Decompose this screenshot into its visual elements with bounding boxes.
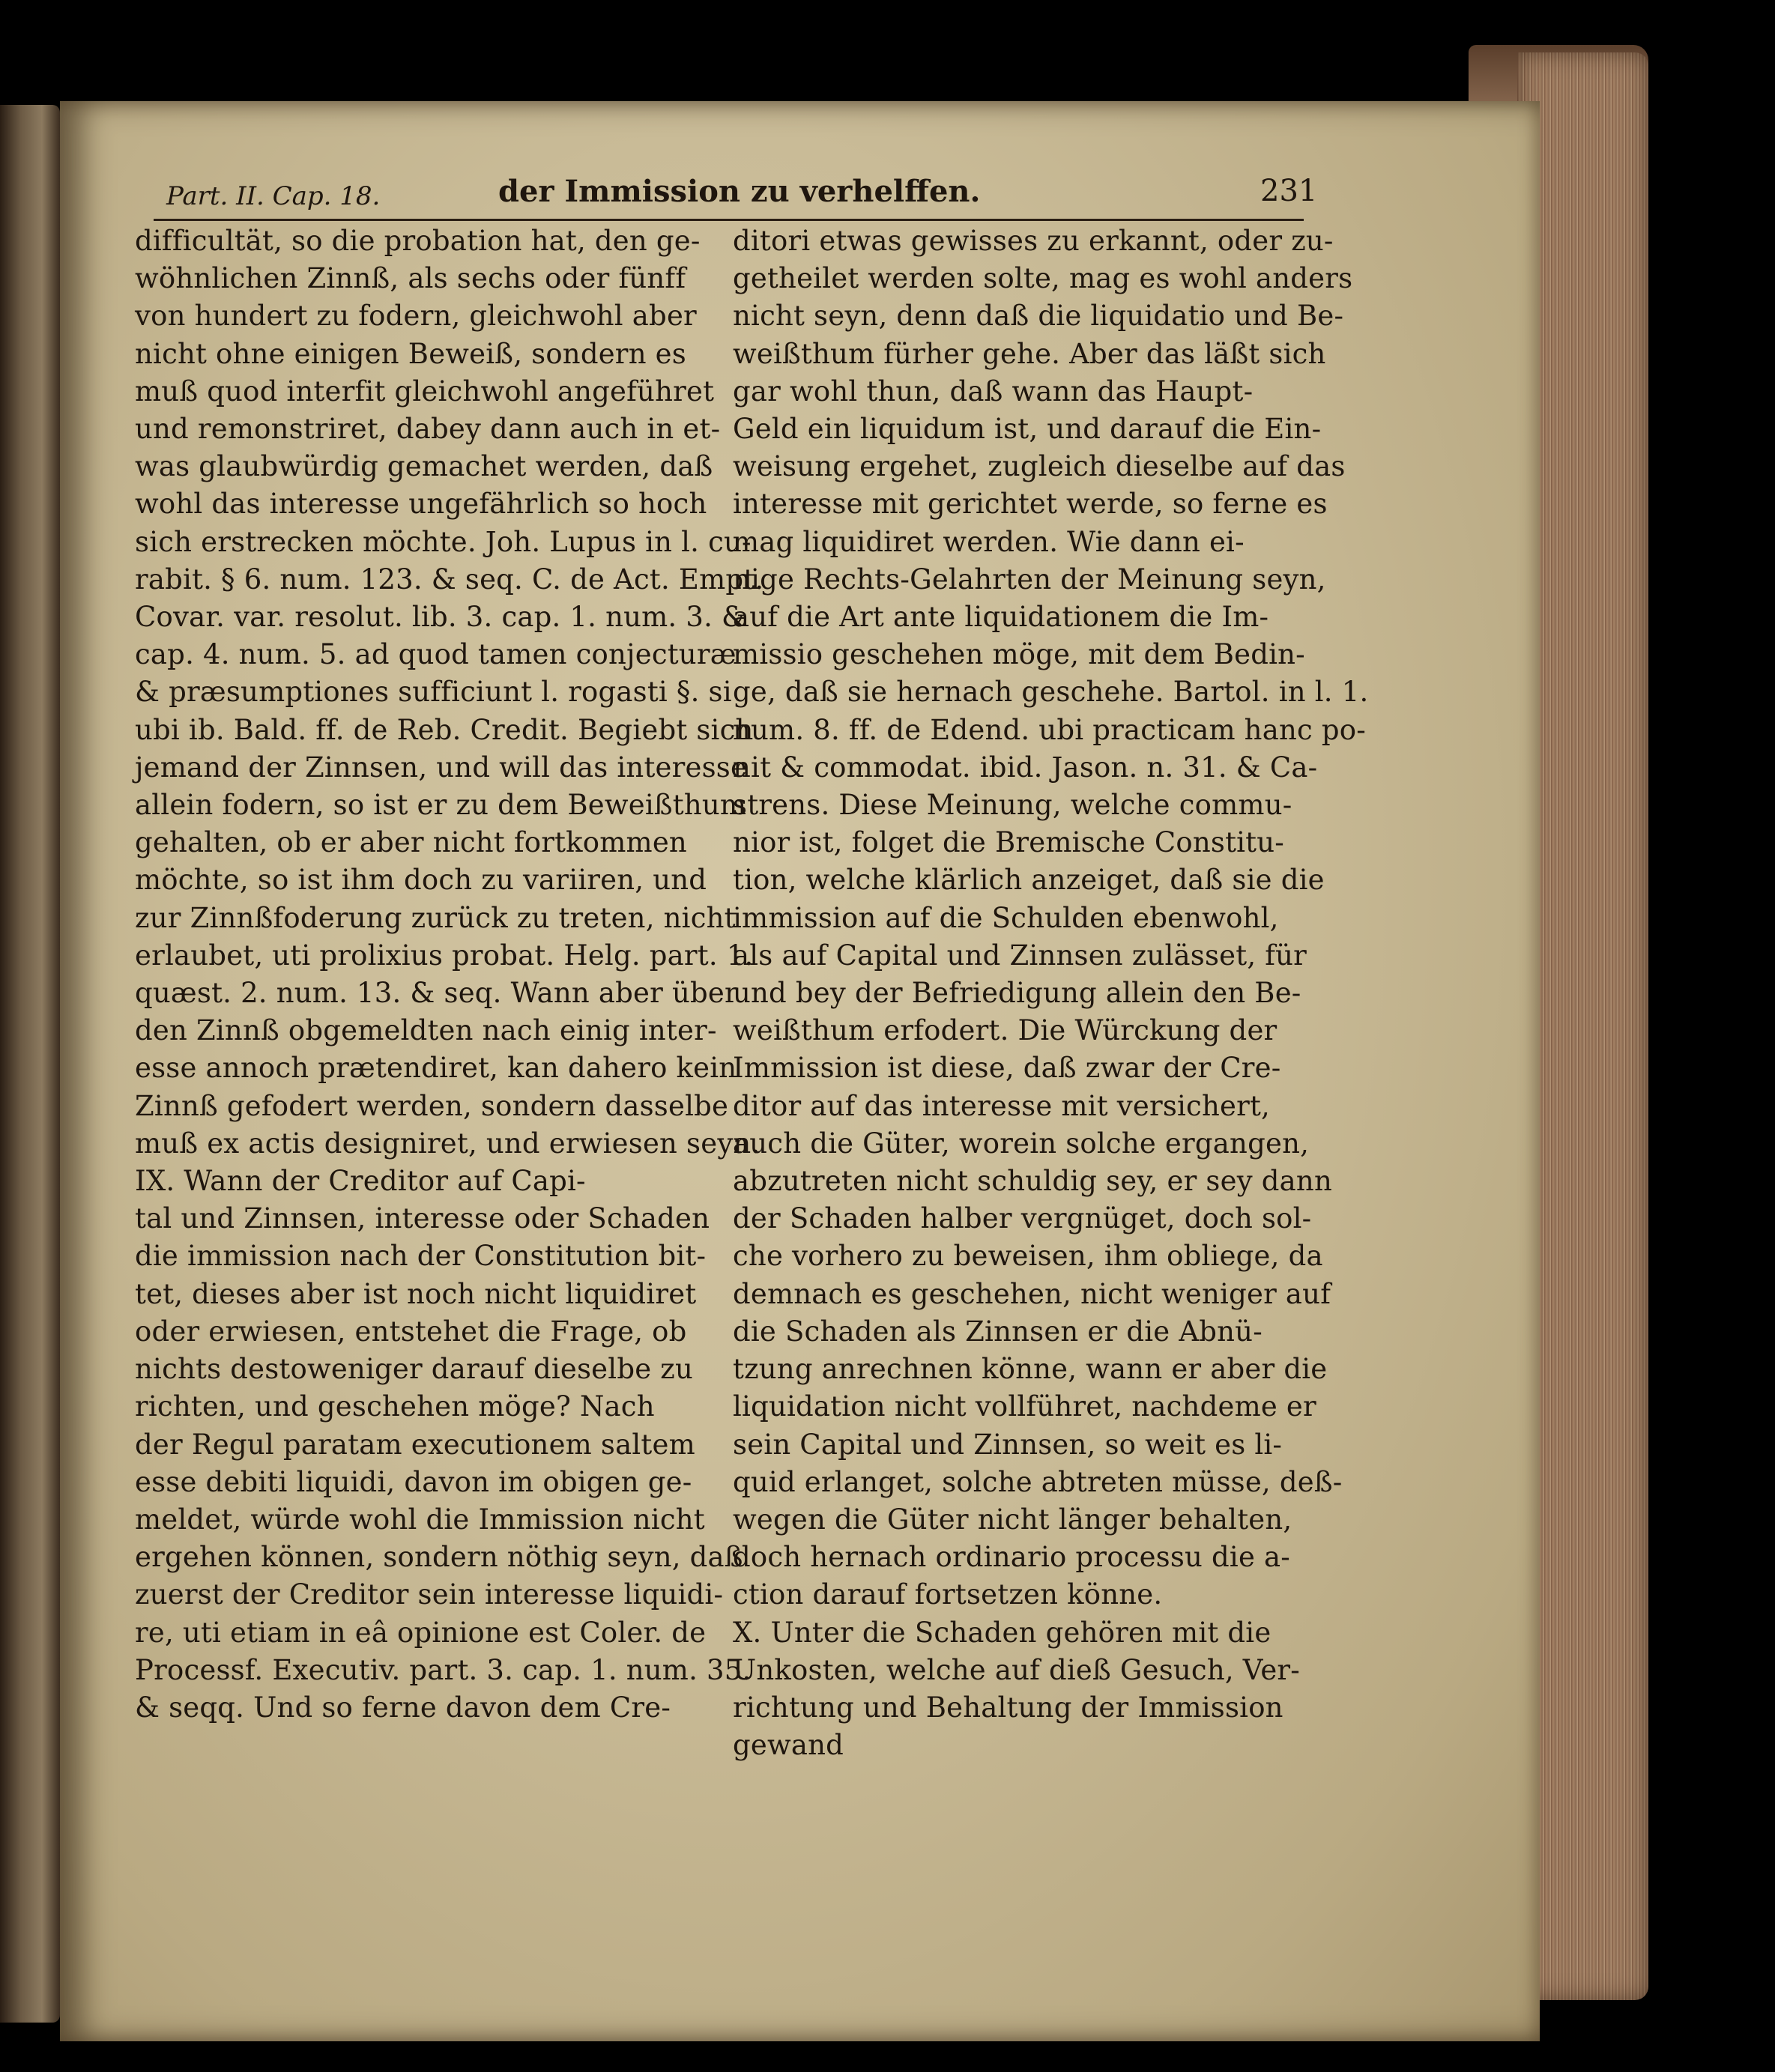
text-column-right — [733, 222, 1368, 1764]
text-line: ge, daß sie hernach geschehe. Bartol. in l. 1. — [733, 676, 1369, 709]
text-line: und remonstriret, dabey dann auch in et- — [135, 413, 721, 446]
text-line: nior ist, folget die Bremische Constitu- — [733, 826, 1284, 859]
text-line: wöhnlichen Zinnß, als sechs oder fünff — [135, 262, 686, 295]
text-line: weisung ergehet, zugleich dieselbe auf das — [733, 450, 1346, 483]
text-line: nicht seyn, denn daß die liquidatio und Be- — [733, 300, 1344, 333]
text-line: che vorhero zu beweisen, ihm obliege, da — [733, 1240, 1323, 1273]
text-line: Covar. var. resolut. lib. 3. cap. 1. num. 3. & — [135, 601, 747, 634]
text-line: difficultät, so die probation hat, den ge- — [135, 225, 701, 257]
text-line: sich erstrecken möchte. Joh. Lupus in l. cu- — [135, 525, 752, 558]
text-line: nige Rechts-Gelahrten der Meinung seyn, — [733, 563, 1326, 596]
text-line: abzutreten nicht schuldig sey, er sey dann — [733, 1165, 1332, 1198]
text-line: was glaubwürdig gemachet werden, daß — [135, 450, 713, 483]
facing-page-edge — [0, 105, 60, 2023]
text-line: Processf. Executiv. part. 3. cap. 1. num. 35. — [135, 1653, 752, 1686]
text-line: tzung anrechnen könne, wann er aber die — [733, 1353, 1328, 1386]
text-line: auf die Art ante liquidationem die Im- — [733, 601, 1269, 634]
text-line: Unkosten, welche auf dieß Gesuch, Ver- — [733, 1653, 1301, 1686]
text-line: immission auf die Schulden ebenwohl, — [733, 901, 1279, 934]
text-line: tal und Zinnsen, interesse oder Schaden — [135, 1202, 710, 1235]
text-line: demnach es geschehen, nicht weniger auf — [733, 1277, 1331, 1310]
text-line: weißthum erfodert. Die Würckung der — [733, 1014, 1277, 1047]
text-line: nit & commodat. ibid. Jason. n. 31. & Ca- — [733, 751, 1318, 784]
text-line: richtung und Behaltung der Immission — [733, 1691, 1283, 1724]
text-line: jemand der Zinnsen, und will das interesse — [135, 751, 748, 784]
text-line: ditor auf das interesse mit versichert, — [733, 1089, 1271, 1122]
text-line: sein Capital und Zinnsen, so weit es li- — [733, 1428, 1283, 1461]
text-line: num. 8. ff. de Edend. ubi practicam hanc po- — [733, 713, 1366, 746]
text-column-left — [135, 222, 763, 1727]
text-line: weißthum fürher gehe. Aber das läßt sich — [733, 337, 1326, 370]
text-line: ction darauf fortsetzen könne. — [733, 1578, 1163, 1611]
text-line: ergehen können, sondern nöthig seyn, daß — [135, 1541, 743, 1574]
running-head-left: Part. II. Cap. 18. — [166, 181, 381, 211]
text-line: esse debiti liquidi, davon im obigen ge- — [135, 1465, 692, 1498]
header-rule — [154, 219, 1304, 221]
text-line: ubi ib. Bald. ff. de Reb. Credit. Begiebt sich — [135, 713, 754, 746]
text-line: Immission ist diese, daß zwar der Cre- — [733, 1052, 1281, 1085]
text-line: auch die Güter, worein solche ergangen, — [733, 1127, 1310, 1160]
text-line: getheilet werden solte, mag es wohl anders — [733, 262, 1353, 295]
text-line: interesse mit gerichtet werde, so ferne es — [733, 488, 1328, 521]
text-line: & præsumptiones sufficiunt l. rogasti §. si — [135, 676, 732, 709]
text-line: zur Zinnßfoderung zurück zu treten, nicht — [135, 901, 736, 934]
text-line: liquidation nicht vollführet, nachdeme er — [733, 1390, 1316, 1423]
text-line: mag liquidiret werden. Wie dann ei- — [733, 525, 1245, 558]
text-line: muß ex actis designiret, und erwiesen seyn. — [135, 1127, 761, 1160]
text-line: X. Unter die Schaden gehören mit die — [733, 1616, 1271, 1649]
text-line: nicht ohne einigen Beweiß, sondern es — [135, 337, 686, 370]
text-line: quæst. 2. num. 13. & seq. Wann aber über — [135, 977, 738, 1010]
text-line: die immission nach der Constitution bit- — [135, 1240, 707, 1273]
text-line: tet, dieses aber ist noch nicht liquidiret — [135, 1277, 697, 1310]
text-line: als auf Capital und Zinnsen zulässet, für — [733, 939, 1307, 972]
text-line: quid erlanget, solche abtreten müsse, deß- — [733, 1465, 1343, 1498]
text-line: ditori etwas gewisses zu erkannt, oder zu- — [733, 225, 1334, 257]
text-line: IX. Wann der Creditor auf Capi- — [135, 1165, 586, 1198]
text-line: missio geschehen möge, mit dem Bedin- — [733, 638, 1305, 671]
text-line: den Zinnß obgemeldten nach einig inter- — [135, 1014, 717, 1047]
text-line: re, uti etiam in eâ opinione est Coler. de — [135, 1616, 707, 1649]
text-line: muß quod interfit gleichwohl angeführet — [135, 375, 715, 408]
text-line: Zinnß gefodert werden, sondern dasselbe — [135, 1089, 729, 1122]
text-line: und bey der Befriedigung allein den Be- — [733, 977, 1301, 1010]
text-line: möchte, so ist ihm doch zu variiren, und — [135, 864, 707, 897]
text-line: doch hernach ordinario processu die a- — [733, 1541, 1290, 1574]
running-head-title: der Immission zu verhelffen. — [498, 174, 981, 209]
text-line: strens. Diese Meinung, welche commu- — [733, 789, 1292, 822]
text-line: gewand — [733, 1729, 844, 1762]
text-line: gehalten, ob er aber nicht fortkommen — [135, 826, 687, 859]
text-line: nichts destoweniger darauf dieselbe zu — [135, 1353, 693, 1386]
text-line: esse annoch prætendiret, kan dahero kein — [135, 1052, 737, 1085]
text-line: erlaubet, uti prolixius probat. Helg. part. 1. — [135, 939, 754, 972]
text-line: Geld ein liquidum ist, und darauf die Ein- — [733, 413, 1322, 446]
text-line: richten, und geschehen möge? Nach — [135, 1390, 655, 1423]
text-line: zuerst der Creditor sein interesse liquidi- — [135, 1578, 724, 1611]
text-line: gar wohl thun, daß wann das Haupt- — [733, 375, 1254, 408]
page-number: 231 — [1260, 174, 1318, 208]
text-line: meldet, würde wohl die Immission nicht — [135, 1503, 705, 1536]
text-line: tion, welche klärlich anzeiget, daß sie die — [733, 864, 1325, 897]
text-line: der Schaden halber vergnüget, doch sol- — [733, 1202, 1312, 1235]
text-line: cap. 4. num. 5. ad quod tamen conjecturæ — [135, 638, 737, 671]
text-line: & seqq. Und so ferne davon dem Cre- — [135, 1691, 671, 1724]
text-line: die Schaden als Zinnsen er die Abnü- — [733, 1315, 1263, 1348]
text-line: wohl das interesse ungefährlich so hoch — [135, 488, 707, 521]
text-line: rabit. § 6. num. 123. & seq. C. de Act. Empt. — [135, 563, 764, 596]
text-line: der Regul paratam executionem saltem — [135, 1428, 695, 1461]
text-line: von hundert zu fodern, gleichwohl aber — [135, 300, 697, 333]
text-line: oder erwiesen, entstehet die Frage, ob — [135, 1315, 687, 1348]
text-line: allein fodern, so ist er zu dem Beweißthum — [135, 789, 747, 822]
text-line: wegen die Güter nicht länger behalten, — [733, 1503, 1292, 1536]
